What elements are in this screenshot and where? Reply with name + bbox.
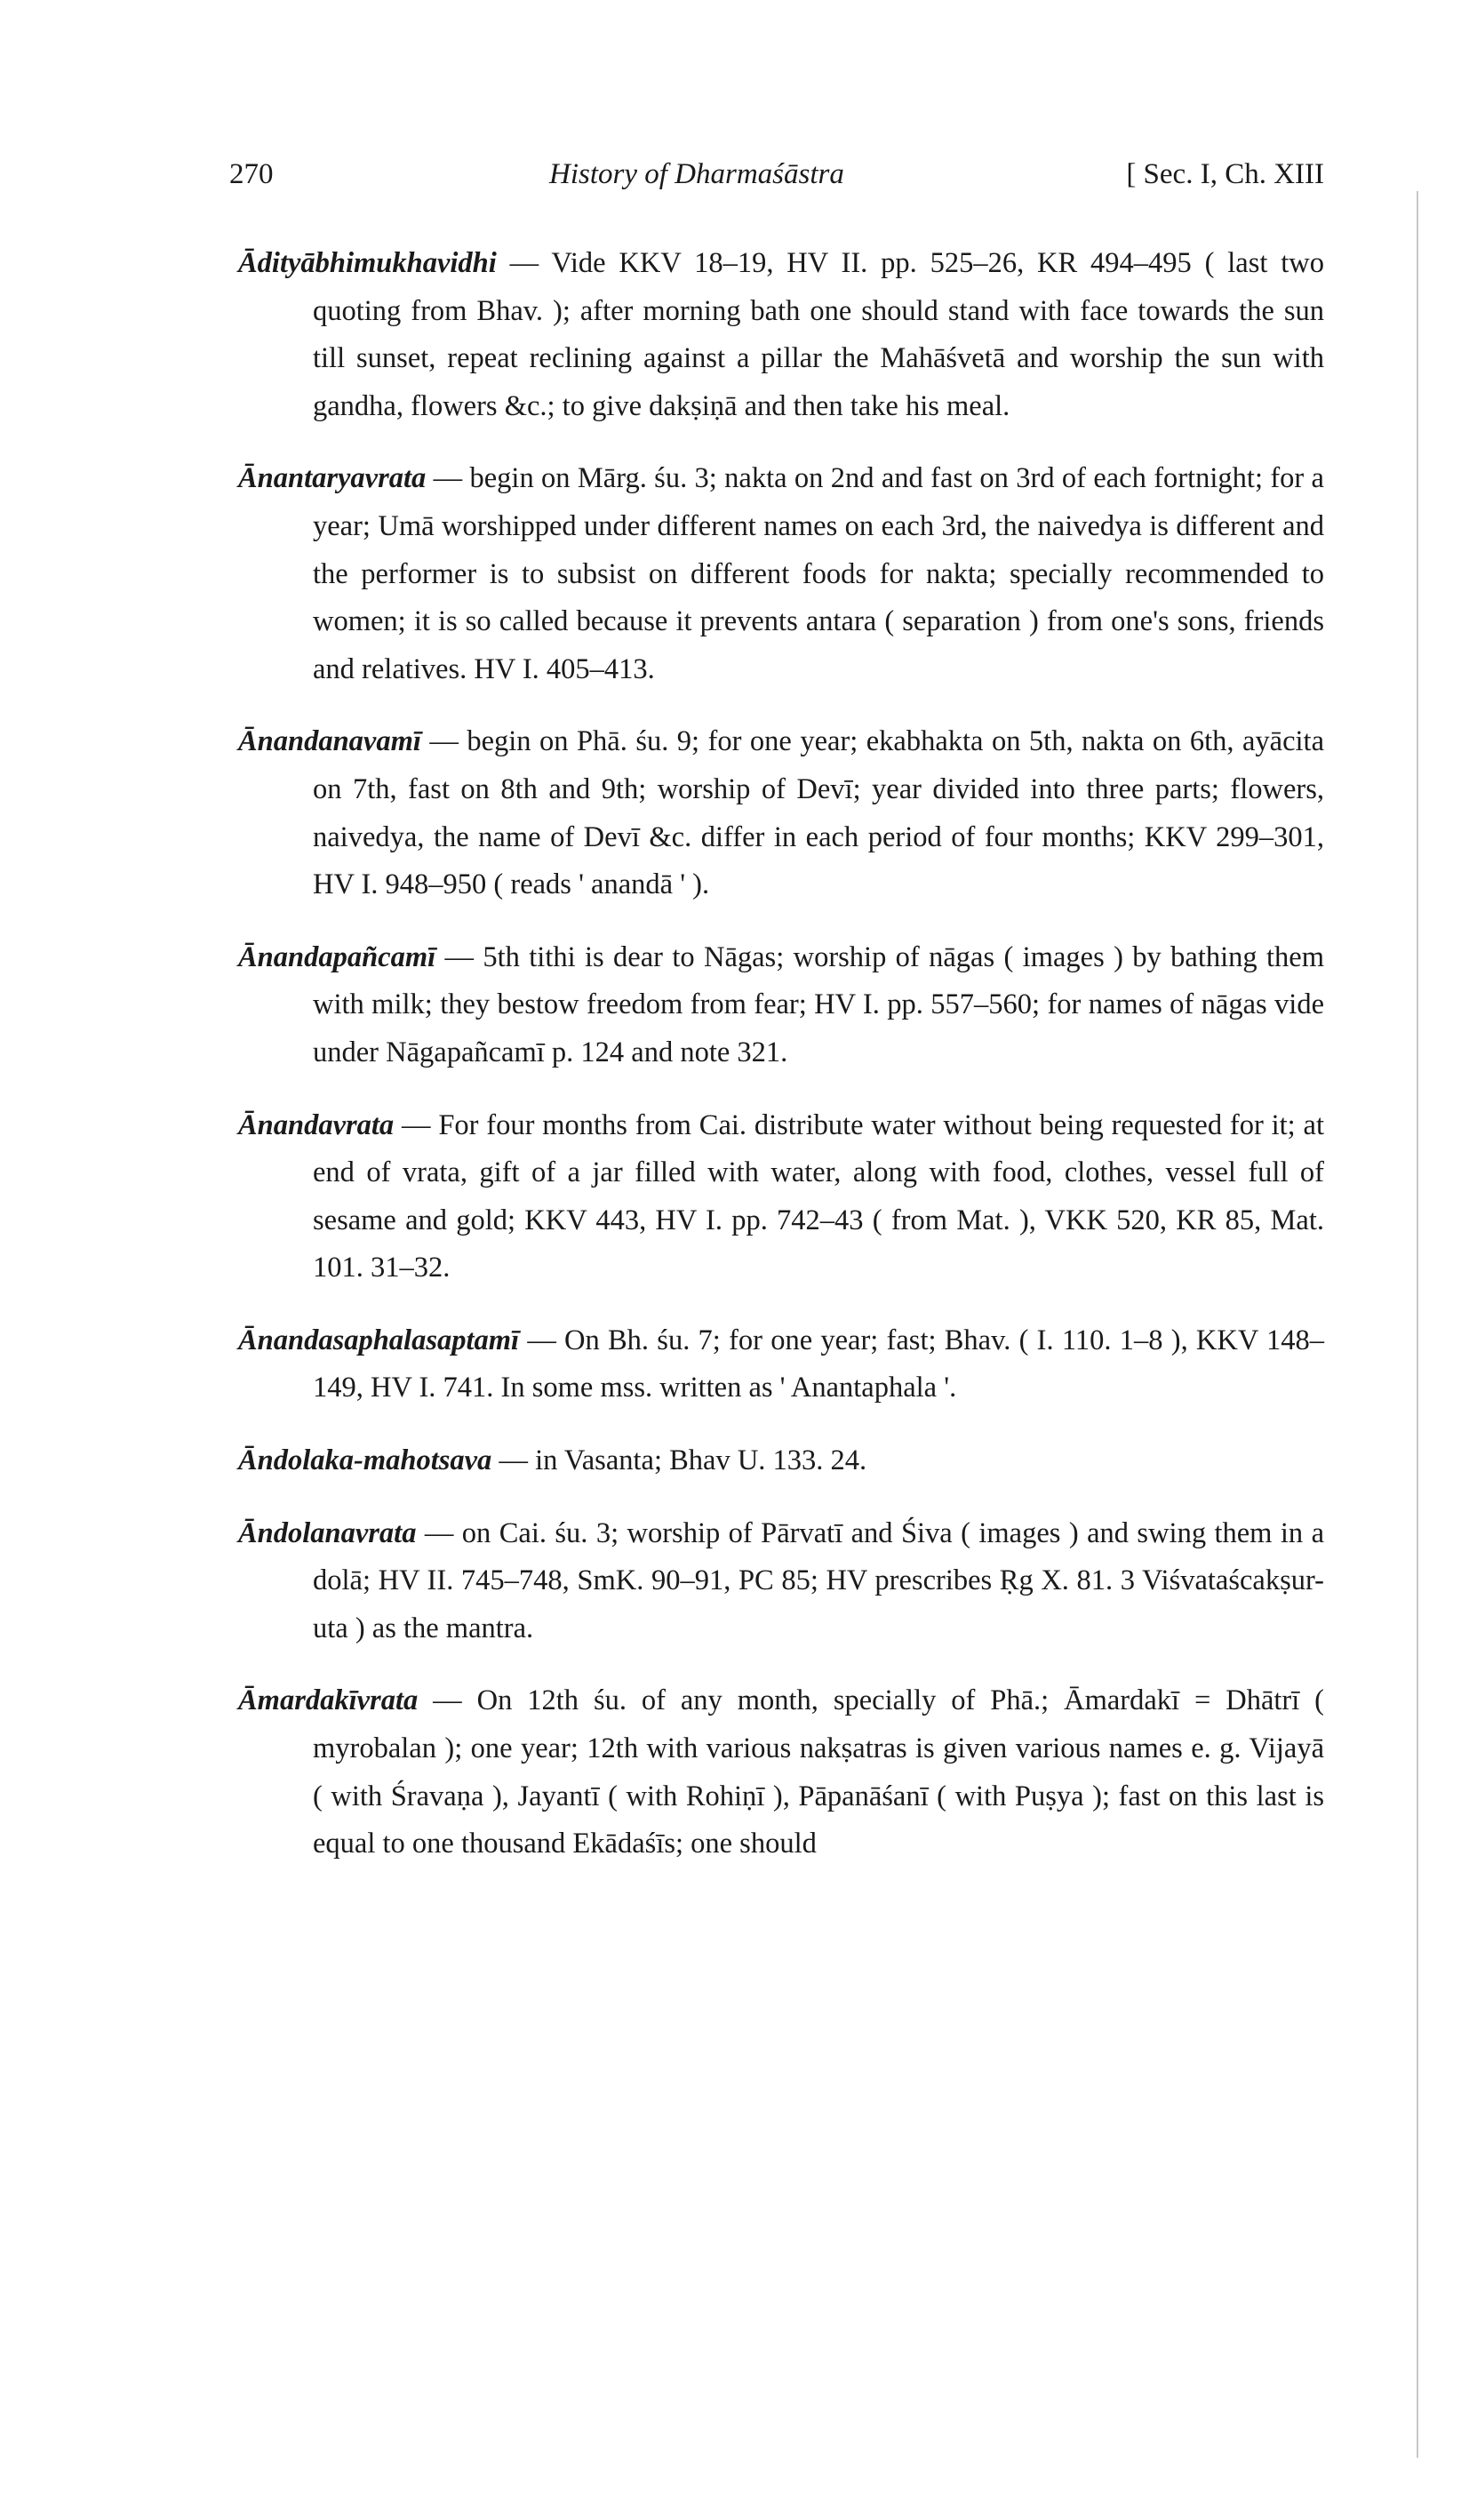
running-title: History of Dharmaśāstra [549, 158, 844, 190]
entry-anandapancami [238, 934, 1324, 1077]
page-number: 270 [229, 158, 274, 190]
entry-body: — On 12th śu. of any month, specially of Phā.; Āmardakī = Dhātrī ( myrobalan ); one year; 12th with various nakṣatras is given various names e. g. Vijayā ( with Śravaṇa ), Jayantī ( with Rohiṇī ), Pāpanāśanī ( with Puṣya ); fast on this last is equal to one thousand Ekādaśīs; one should [313, 1684, 1324, 1860]
entry-term: Āndolanavrata [238, 1516, 417, 1549]
entry-term: Āmardakīvrata [238, 1684, 419, 1717]
entry-list [238, 240, 1324, 1893]
entry-term: Ānandanavamī [238, 725, 421, 758]
entry-anandavrata [238, 1102, 1324, 1292]
entry-term: Ānandavrata [238, 1108, 395, 1141]
entry-term: Āndolaka-mahotsava [238, 1444, 492, 1477]
page-edge-line [1417, 191, 1418, 2458]
section-reference: [ Sec. I, Ch. XIII [1126, 158, 1324, 190]
entry-andolaka-mahotsava [238, 1437, 1324, 1485]
entry-body: — in Vasanta; Bhav U. 133. 24. [491, 1444, 867, 1477]
entry-body: — On Bh. śu. 7; for one year; fast; Bhav. ( I. 110. 1–8 ), KKV 148–149, HV I. 741. In some mss. written as ' Anantaphala '. [313, 1324, 1324, 1404]
entry-amardakivrata [238, 1677, 1324, 1868]
entry-body: — begin on Mārg. śu. 3; nakta on 2nd and fast on 3rd of each fortnight; for a year; Umā worshipped under different names on each 3rd, the naivedya is different and the performer is to subsist on different foods for nakta; specially recommended to women; it is so called because it prevents antara ( separation ) from one's sons, friends and relatives. HV I. 405–413. [313, 462, 1324, 685]
entry-term: Ādityābhimukhavidhi [238, 247, 497, 279]
entry-body: — begin on Phā. śu. 9; for one year; ekabhakta on 5th, nakta on 6th, ayācita on 7th, fast on 8th and 9th; worship of Devī; year divided into three parts; flowers, naivedya, the name of Devī &c. differ in each period of four months; KKV 299–301, HV I. 948–950 ( reads ' anandā ' ). [313, 725, 1324, 901]
page-header [229, 158, 1324, 203]
entry-anantaryavrata [238, 455, 1324, 693]
entry-term: Ānandasaphalasaptamī [238, 1324, 520, 1356]
entry-body: — Vide KKV 18–19, HV II. pp. 525–26, KR 494–495 ( last two quoting from Bhav. ); after morning bath one should stand with face towards the sun till sunset, repeat reclining against a pillar the Mahāśvetā and worship the sun with gandha, flowers &c.; to give dakṣiṇā and then take his meal. [313, 247, 1324, 422]
entry-body: — 5th tithi is dear to Nāgas; worship of nāgas ( images ) by bathing them with milk; they bestow freedom from fear; HV I. pp. 557–560; for names of nāgas vide under Nāgapañcamī p. 124 and note 321. [313, 940, 1324, 1068]
entry-body: — on Cai. śu. 3; worship of Pārvatī and Śiva ( images ) and swing them in a dolā; HV II. 745–748, SmK. 90–91, PC 85; HV prescribes Ṛg X. 81. 3 Viśvataścakṣur-uta ) as the mantra. [313, 1516, 1324, 1644]
entry-body: — For four months from Cai. distribute water without being requested for it; at end of vrata, gift of a jar filled with water, along with food, clothes, vessel full of sesame and gold; KKV 443, HV I. pp. 742–43 ( from Mat. ), VKK 520, KR 85, Mat. 101. 31–32. [313, 1108, 1324, 1284]
entry-anandanavami [238, 718, 1324, 908]
entry-term: Ānandapañcamī [238, 940, 436, 973]
entry-andolanavrata [238, 1510, 1324, 1653]
entry-term: Ānantaryavrata [238, 462, 427, 495]
entry-adityabhimukhavidhi [238, 240, 1324, 430]
entry-anandasaphalasaptami [238, 1317, 1324, 1412]
